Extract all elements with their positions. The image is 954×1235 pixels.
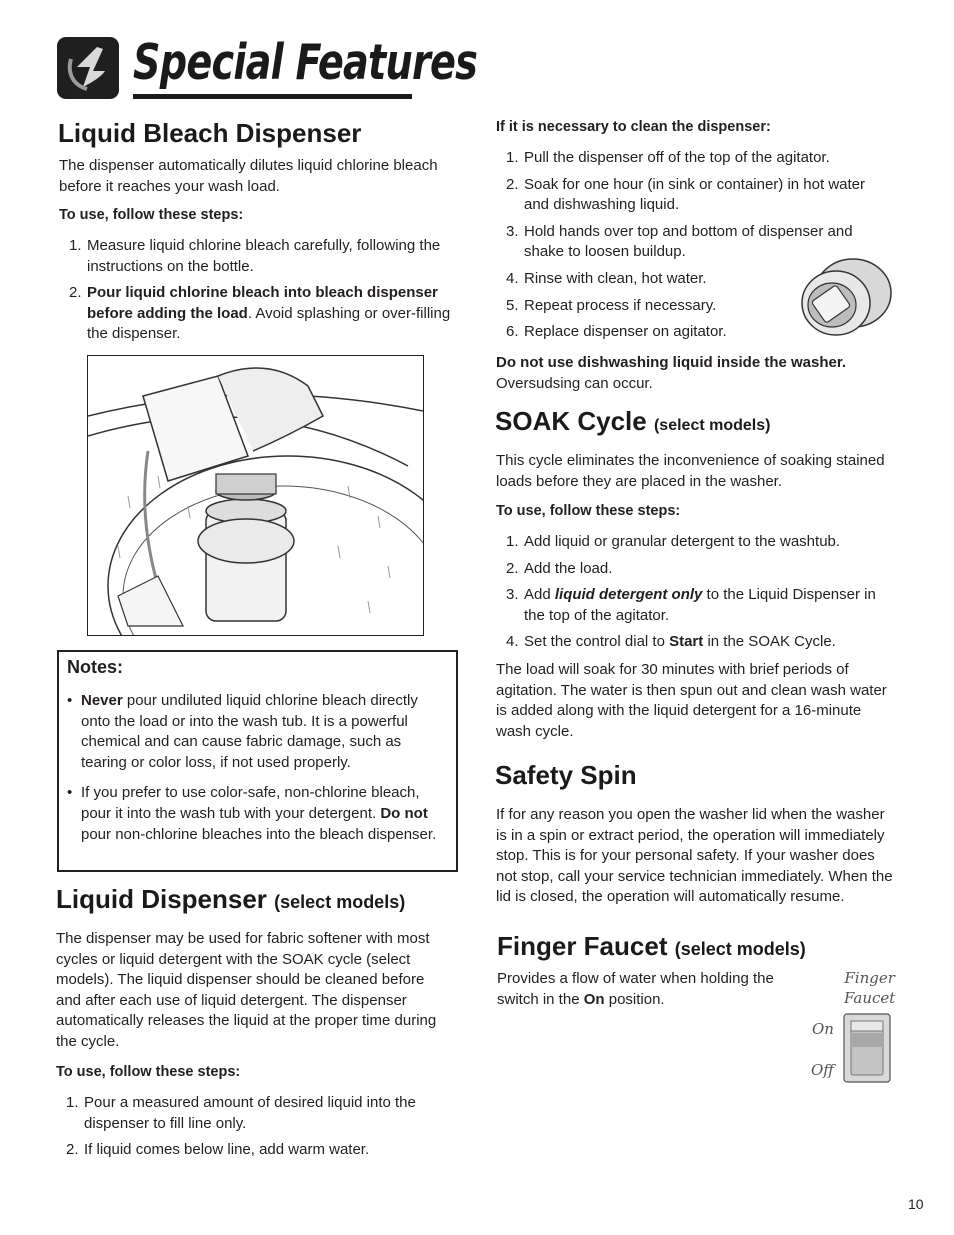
cleaning-step-5: 5. Repeat process if necessary. [506,296,717,314]
soak-intro: This cycle eliminates the inconvenience of soaking stained loads before they are placed in the washer. [496,452,885,490]
cleaning-step-3: 3. Hold hands over top and bottom of dispenser and shake to loosen buildup. [506,222,853,261]
rocker-switch-icon [843,1013,891,1083]
finger-faucet-heading: Finger Faucet (select models) [497,931,806,961]
dispenser-step-1: 1. Pour a measured amount of desired liquid into the dispenser to fill line only. [66,1094,416,1132]
soak-steps-list [506,532,899,653]
arrow-logo-icon [57,37,119,99]
page-number: 10 [908,1196,924,1212]
bleach-step-1: 1. Measure liquid chlorine bleach carefully, following the instructions on the bottle. [69,237,441,275]
title-underline [133,94,412,99]
dispenser-cup-icon [798,253,894,341]
cleaning-step-4: 4. Rinse with clean, hot water. [506,269,707,287]
liquid-dispenser-heading: Liquid Dispenser (select models) [56,884,406,914]
notes-heading: Notes: [67,657,124,677]
dispenser-steps-list [66,1093,454,1161]
soak-steps-heading: To use, follow these steps: [496,503,681,519]
soak-step-2: 2. Add the load. [506,559,613,577]
off-label: Off [811,1061,834,1079]
page-title: Special Features [133,34,478,91]
dispenser-steps-heading: To use, follow these steps: [56,1064,241,1080]
soak-step-1: 1. Add liquid or granular detergent to the washtub. [506,533,841,550]
soak-step-4: 4. Set the control dial to Start in the SOAK Cycle. [506,633,836,651]
note-2: • If you prefer to use color-safe, non-chlorine bleach, pour it into the wash tub with your detergent. Do not pour non-chlorine bleaches into the bleach dispenser. [67,784,437,843]
safety-spin-body: If for any reason you open the washer lid when the washer is in a spin or extract period, the operation will immediately stop. This is for your personal safety. If your washer does not stop, call your service technician immediately. When the lid is closed, the operation will automatically resume. [496,806,893,906]
cleaning-heading: If it is necessary to clean the dispenser: [496,119,771,135]
notes-list [67,691,451,845]
soak-heading: SOAK Cycle (select models) [495,406,771,436]
finger-faucet-body: Provides a flow of water when holding the switch in the On position. [497,970,774,1008]
safety-spin-heading: Safety Spin [495,760,637,790]
on-label: On [812,1020,834,1038]
note-1: • Never pour undiluted liquid chlorine bleach directly onto the load or into the wash tub. It is a powerful chemical and can cause fabric damage, such as tearing or color loss, if not used properly. [67,692,418,771]
cleaning-step-6: 6. Replace dispenser on agitator. [506,323,727,341]
liquid-bleach-intro: The dispenser automatically dilutes liquid chlorine bleach before it reaches your wash load. [59,157,438,195]
dispenser-step-2: 2. If liquid comes below line, add warm water. [66,1141,370,1159]
pouring-bleach-illustration [87,355,424,636]
cleaning-step-1: 1. Pull the dispenser off of the top of the agitator. [506,149,830,166]
dishwashing-warning: Do not use dishwashing liquid inside the washer. Oversudsing can occur. [496,354,847,392]
liquid-dispenser-body: The dispenser may be used for fabric softener with most cycles or liquid detergent with the SOAK cycle (select models). The liquid dispenser should be cleaned before and after each use of liquid detergent. The dispenser automatically releases the liquid at the proper time during the cycle. [56,930,437,1050]
bleach-step-2: 2. Pour liquid chlorine bleach into bleach dispenser before adding the load. Avoid splashing or over-filling the dispenser. [69,284,451,343]
cleaning-step-2: 2. Soak for one hour (in sink or container) in hot water and dishwashing liquid. [506,175,866,214]
bleach-steps-list [69,236,457,345]
liquid-bleach-heading: Liquid Bleach Dispenser [58,118,362,148]
soak-body: The load will soak for 30 minutes with brief periods of agitation. The water is then spun out and clean wash water is added along with the liquid detergent for a 16-minute wash cycle. [496,661,887,740]
soak-step-3: 3. Add liquid detergent only to the Liquid Dispenser in the top of the agitator. [506,586,876,624]
bleach-steps-heading: To use, follow these steps: [59,207,244,223]
finger-faucet-label: Finger Faucet [844,969,896,1007]
